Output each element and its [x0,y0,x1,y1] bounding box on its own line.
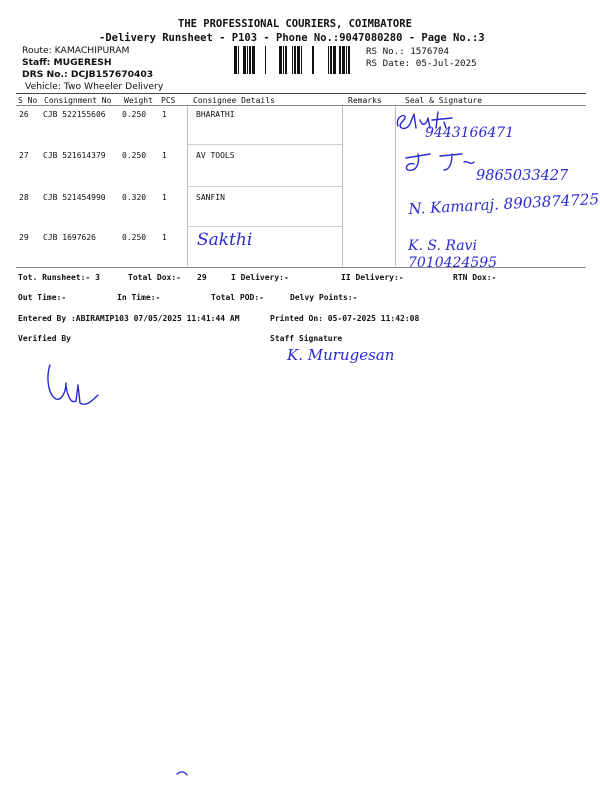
handwritten-consignee-name: Sakthi [197,230,253,250]
out-time: Out Time:- [18,293,67,302]
handwritten-phone: 9443166471 [425,125,515,141]
drs-label: DRS No.: DCJB157670403 [22,69,154,80]
barcode-bar [292,46,293,74]
printed-on: Printed On: 05-07-2025 11:42:08 [270,314,420,323]
table-row-weight: 0.250 [122,110,147,119]
barcode-bar [297,46,300,74]
table-row-sno: 29 [19,233,29,242]
barcode-bar [279,46,282,74]
tot-runsheet: Tot. Runsheet:- 3 [18,273,100,282]
barcode-bar [301,46,302,74]
total-dox-value: 29 [197,273,207,282]
table-row-consignee: BHARATHI [196,110,235,119]
col-pcs: PCS [161,96,176,105]
barcode-bar [312,46,314,74]
barcode-bar [294,46,296,74]
table-row-pcs: 1 [162,233,167,242]
table-row-sno: 26 [19,110,29,119]
table-row-weight: 0.250 [122,233,147,242]
table-row-consignee: AV TOOLS [196,151,235,160]
table-row-pcs: 1 [162,151,167,160]
table-row-consignment: CJB 522155606 [43,110,106,119]
ii-delivery: II Delivery:- [341,273,404,282]
table-row-pcs: 1 [162,110,167,119]
vehicle-label: Vehicle: Two Wheeler Delivery [25,81,164,92]
col-seal: Seal & Signature [405,96,483,105]
remarks-col-divider [342,106,343,266]
barcode-bar [333,46,336,74]
rs-date: RS Date: 05-Jul-2025 [366,58,477,69]
company-title: THE PROFESSIONAL COURIERS, COIMBATORE [178,18,412,30]
rs-number: RS No.: 1576704 [366,46,449,57]
col-consignment: Consignment No [44,96,112,105]
barcode-bar [247,46,248,74]
barcode-bar [348,46,350,74]
stray-mark [175,770,189,778]
row-divider [188,186,342,187]
table-row-consignment: CJB 521614379 [43,151,106,160]
table-row-weight: 0.320 [122,193,147,202]
col-consignee: Consignee Details [193,96,275,105]
delvy-points: Delvy Points:- [290,293,358,302]
table-top-rule [16,93,586,94]
barcode [234,46,360,74]
col-remarks: Remarks [348,96,382,105]
verifier-signature-scribble [40,355,110,415]
barcode-bar [328,46,329,74]
row-divider [188,144,342,145]
barcode-bar [249,46,251,74]
table-row-consignee: SANFIN [196,193,225,202]
entered-by: Entered By :ABIRAMIP103 07/05/2025 11:41:44 AM [18,314,240,323]
col-sno: S No [18,96,38,105]
barcode-bar [330,46,332,74]
runsheet-subtitle: -Delivery Runsheet - P103 - Phone No.:9047080280 - Page No.:3 [99,32,485,44]
barcode-bar [285,46,287,74]
table-row-sno: 27 [19,151,29,160]
barcode-bar [346,46,347,74]
row-divider [188,226,342,227]
table-row-consignment: CJB 521454990 [43,193,106,202]
table-row-pcs: 1 [162,193,167,202]
barcode-bar [234,46,237,74]
in-time: In Time:- [117,293,161,302]
staff-signature-handwriting: K. Murugesan [287,346,395,364]
rtn-dox: RTN Dox:- [453,273,497,282]
handwritten-name-phone: N. Kamaraj. 8903874725 [408,190,600,218]
table-row-weight: 0.250 [122,151,147,160]
handwritten-name-phone: K. S. Ravi 7010424595 [408,238,498,271]
staff-label: Staff: MUGERESH [22,57,112,68]
total-pod: Total POD:- [211,293,264,302]
barcode-bar [238,46,239,74]
route-label: Route: KAMACHIPURAM [22,45,130,56]
barcode-bar [339,46,341,74]
barcode-bar [252,46,255,74]
barcode-bar [265,46,266,74]
col-weight: Weight [124,96,153,105]
staff-signature-label: Staff Signature [270,334,343,343]
barcode-bar [243,46,246,74]
verified-by: Verified By [18,334,71,343]
barcode-bar [283,46,284,74]
table-row-sno: 28 [19,193,29,202]
i-delivery: I Delivery:- [231,273,289,282]
handwritten-phone: 9865033427 [476,168,569,184]
barcode-bar [342,46,345,74]
table-row-consignment: CJB 1697626 [43,233,96,242]
total-dox: Total Dox:- [128,273,181,282]
